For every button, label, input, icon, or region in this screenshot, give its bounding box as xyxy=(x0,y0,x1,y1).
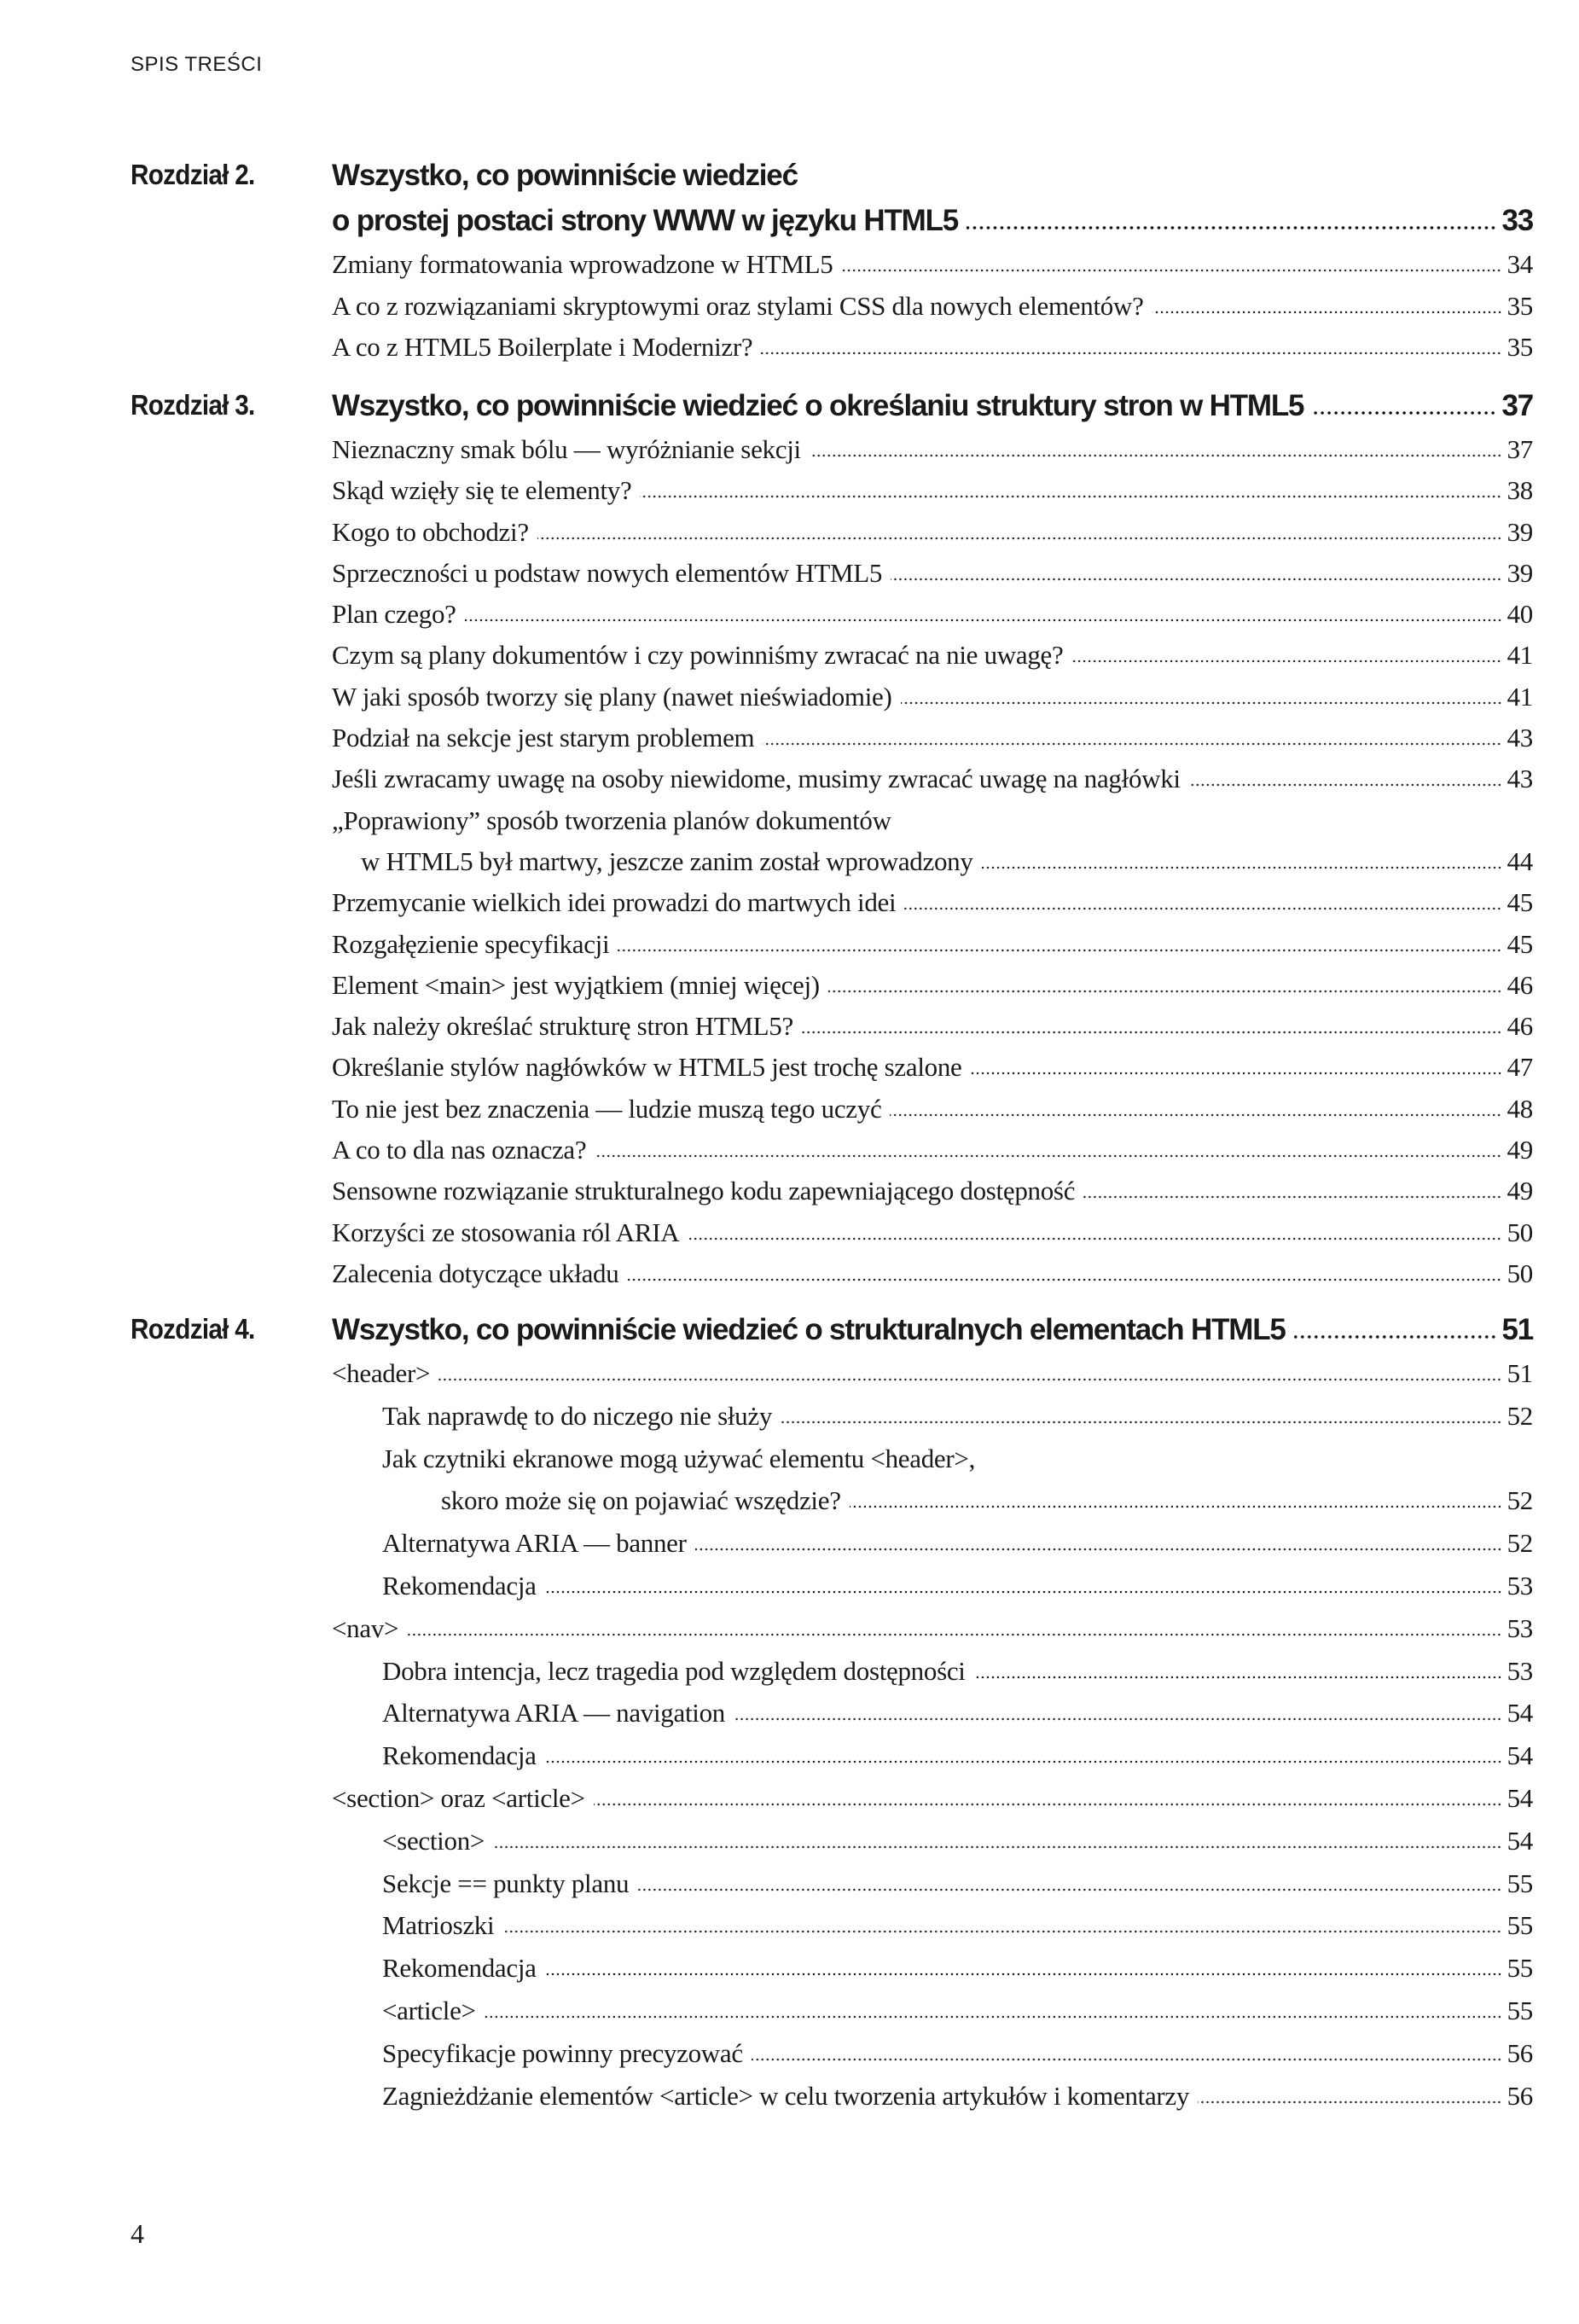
entry-text: Element <main> jest wyjątkiem (mniej więcej) xyxy=(332,969,820,1000)
toc-entry xyxy=(332,1783,1533,1826)
toc-entry xyxy=(332,1258,1533,1299)
toc-entry xyxy=(332,1571,1533,1613)
entry-text: Jeśli zwracamy uwagę na osoby niewidome, musimy zwracać uwagę na nagłówki xyxy=(332,764,1181,794)
dot-leader xyxy=(545,1972,1502,1977)
entry-page-number: 52 xyxy=(1506,1400,1533,1431)
entry-text: Tak naprawdę to do niczego nie służy xyxy=(382,1400,773,1431)
dot-leader xyxy=(1083,1194,1501,1200)
toc-entry xyxy=(332,1052,1533,1093)
dot-leader xyxy=(640,494,1501,499)
toc-entry-continuation xyxy=(332,1485,1533,1528)
entry-text: <section> xyxy=(382,1825,485,1856)
entry-page-number: 43 xyxy=(1506,723,1533,753)
entry-page-number: 43 xyxy=(1506,764,1533,794)
dot-leader xyxy=(763,741,1501,747)
entry-text: Alternatywa ARIA — navigation xyxy=(382,1698,725,1728)
entry-text: Podział na sekcje jest starym problemem xyxy=(332,723,755,753)
toc-entry xyxy=(332,434,1533,475)
toc-entry-continuation xyxy=(332,846,1533,887)
entry-text: Rekomendacja xyxy=(382,1570,537,1601)
chapter-title-text: Wszystko, co powinniście wiedzieć o strukturalnych elementach HTML5 xyxy=(332,1313,1286,1346)
dot-leader xyxy=(637,1887,1501,1892)
entry-page-number: 49 xyxy=(1506,1176,1533,1206)
dot-leader xyxy=(688,1236,1501,1241)
entry-text: Skąd wzięły się te elementy? xyxy=(332,475,632,506)
entry-text: <header> xyxy=(332,1358,431,1388)
chapter-title-text: Wszystko, co powinniście wiedzieć xyxy=(332,159,798,192)
entry-page-number: 56 xyxy=(1506,2080,1533,2111)
chapter-body xyxy=(332,389,1533,1299)
entry-page-number: 38 xyxy=(1506,475,1533,506)
dot-leader xyxy=(1189,782,1502,787)
dot-leader xyxy=(1071,659,1501,664)
dot-leader xyxy=(545,1589,1502,1595)
toc-entry xyxy=(332,640,1533,681)
entry-text: A co to dla nas oznacza? xyxy=(332,1135,587,1165)
entry-page-number: 37 xyxy=(1506,434,1533,464)
toc-entry xyxy=(332,1011,1533,1052)
entry-text: To nie jest bez znaczenia — ludzie muszą tego uczyć xyxy=(332,1093,882,1124)
dot-leader xyxy=(627,1277,1501,1282)
dot-leader xyxy=(982,865,1502,870)
dot-leader xyxy=(761,351,1501,356)
entry-text: w HTML5 był martwy, jeszcze zanim został wprowadzony xyxy=(361,845,973,876)
dot-leader xyxy=(594,1802,1502,1807)
entry-page-number: 50 xyxy=(1506,1217,1533,1247)
entry-page-number: 51 xyxy=(1506,1358,1533,1388)
toc-entry xyxy=(332,723,1533,764)
entry-page-number: 49 xyxy=(1506,1135,1533,1165)
dot-leader xyxy=(1294,1334,1497,1339)
toc-entry xyxy=(332,1953,1533,1996)
entry-text: Rekomendacja xyxy=(382,1740,537,1771)
toc-entry xyxy=(332,887,1533,928)
entry-text: W jaki sposób tworzy się plany (nawet nieświadomie) xyxy=(332,681,892,712)
chapter-body xyxy=(332,1313,1533,2123)
chapter-label: Rozdział 3. xyxy=(131,389,255,421)
dot-leader xyxy=(618,948,1501,953)
entry-page-number: 46 xyxy=(1506,1011,1533,1042)
dot-leader xyxy=(901,700,1502,706)
toc-entry xyxy=(332,1740,1533,1783)
toc-entry xyxy=(332,1698,1533,1740)
toc-entry xyxy=(332,1444,1533,1486)
entry-page-number: 45 xyxy=(1506,887,1533,918)
entry-text: <article> xyxy=(382,1995,476,2025)
entry-text: Rekomendacja xyxy=(382,1953,537,1984)
toc-entry xyxy=(332,1094,1533,1135)
entry-page-number: 54 xyxy=(1506,1825,1533,1856)
toc-entry xyxy=(332,2081,1533,2124)
entry-page-number: 40 xyxy=(1506,599,1533,630)
dot-leader xyxy=(841,268,1501,273)
entry-text: Kogo to obchodzi? xyxy=(332,516,529,547)
toc-entry xyxy=(332,970,1533,1011)
chapter-body xyxy=(332,159,1533,374)
entry-text: A co z HTML5 Boilerplate i Modernizr? xyxy=(332,332,753,362)
entry-text: skoro może się on pojawiać wszędzie? xyxy=(441,1485,841,1516)
entry-page-number: 55 xyxy=(1506,1910,1533,1941)
dot-leader xyxy=(974,1675,1502,1680)
toc-entry xyxy=(332,1528,1533,1571)
entry-page-number: 50 xyxy=(1506,1258,1533,1288)
dot-leader xyxy=(537,536,1502,541)
dot-leader xyxy=(1312,410,1496,415)
running-head: SPIS TREŚCI xyxy=(131,53,263,76)
toc-entry xyxy=(332,1656,1533,1699)
dot-leader xyxy=(890,1113,1501,1118)
entry-page-number: 46 xyxy=(1506,969,1533,1000)
toc-entry xyxy=(332,249,1533,291)
chapter-label: Rozdział 2. xyxy=(131,159,255,190)
dot-leader xyxy=(595,1153,1501,1159)
page-number: 4 xyxy=(131,2218,144,2249)
entry-page-number: 54 xyxy=(1506,1698,1533,1728)
toc-entry xyxy=(332,1613,1533,1656)
entry-text: Jak czytniki ekranowe mogą używać elementu <header>, xyxy=(382,1443,976,1473)
entry-text: Zmiany formatowania wprowadzone w HTML5 xyxy=(332,249,833,279)
toc-entry xyxy=(332,929,1533,970)
toc-entry xyxy=(332,291,1533,333)
entry-page-number: 55 xyxy=(1506,1995,1533,2025)
toc-entry xyxy=(332,805,1533,846)
toc-entry xyxy=(332,517,1533,558)
entry-page-number: 45 xyxy=(1506,928,1533,959)
toc-entry xyxy=(332,1176,1533,1217)
dot-leader xyxy=(485,2014,1502,2019)
entry-text: <section> oraz <article> xyxy=(332,1782,585,1813)
chapter-page-number: 51 xyxy=(1501,1313,1533,1346)
dot-leader xyxy=(695,1547,1502,1552)
entry-text: Jak należy określać strukturę stron HTML5? xyxy=(332,1011,793,1042)
dot-leader xyxy=(904,906,1501,911)
toc-entry xyxy=(332,599,1533,640)
entry-text: Określanie stylów nagłówków w HTML5 jest trochę szalone xyxy=(332,1052,962,1083)
entry-page-number: 47 xyxy=(1506,1052,1533,1083)
toc-entry xyxy=(332,558,1533,599)
dot-leader xyxy=(493,1845,1502,1850)
entry-text: Rozgałęzienie specyfikacji xyxy=(332,928,610,959)
dot-leader xyxy=(438,1377,1501,1382)
entry-text: Sprzeczności u podstaw nowych elementów HTML5 xyxy=(332,557,883,588)
dot-leader xyxy=(502,1929,1501,1934)
chapter-title-text: o prostej postaci strony WWW w języku HTML5 xyxy=(332,204,959,237)
toc-entry xyxy=(332,332,1533,374)
toc-entry xyxy=(332,1217,1533,1258)
entry-text: Nieznaczny smak bólu — wyróżnianie sekcji xyxy=(332,434,801,464)
entry-text: Matrioszki xyxy=(382,1910,495,1941)
chapter-title xyxy=(332,1313,1533,1358)
entry-text: Korzyści ze stosowania ról ARIA xyxy=(332,1217,680,1247)
dot-leader xyxy=(465,618,1502,623)
entry-page-number: 55 xyxy=(1506,1868,1533,1898)
dot-leader xyxy=(971,1071,1502,1076)
entry-page-number: 48 xyxy=(1506,1093,1533,1124)
dot-leader xyxy=(828,989,1502,994)
entry-page-number: 41 xyxy=(1506,681,1533,712)
entry-page-number: 53 xyxy=(1506,1570,1533,1601)
toc-entry xyxy=(332,1910,1533,1953)
entry-page-number: 53 xyxy=(1506,1612,1533,1643)
toc-entry xyxy=(332,764,1533,805)
entry-page-number: 54 xyxy=(1506,1740,1533,1771)
dot-leader xyxy=(545,1759,1502,1764)
chapter-page-number: 37 xyxy=(1501,389,1533,422)
entry-text: Specyfikacje powinny precyzować xyxy=(382,2037,743,2068)
entry-page-number: 55 xyxy=(1506,1953,1533,1984)
entry-text: Sensowne rozwiązanie strukturalnego kodu zapewniającego dostępność xyxy=(332,1176,1076,1206)
chapter-title xyxy=(332,389,1533,434)
entry-page-number: 34 xyxy=(1506,249,1533,279)
dot-leader xyxy=(752,2057,1502,2062)
dot-leader xyxy=(810,453,1502,458)
toc-entry xyxy=(332,1135,1533,1176)
entry-text: <nav> xyxy=(332,1612,399,1643)
entry-text: Przemycanie wielkich idei prowadzi do martwych idei xyxy=(332,887,897,918)
dot-leader xyxy=(802,1030,1502,1035)
entry-text: Alternatywa ARIA — banner xyxy=(382,1528,687,1559)
dot-leader xyxy=(1198,2100,1501,2105)
entry-page-number: 39 xyxy=(1506,516,1533,547)
entry-text: „Poprawiony” sposób tworzenia planów dokumentów xyxy=(332,805,891,835)
toc-entry xyxy=(332,1401,1533,1444)
toc-entry xyxy=(332,2038,1533,2081)
toc-entry xyxy=(332,1358,1533,1401)
entry-text: Plan czego? xyxy=(332,599,456,630)
entry-text: Czym są plany dokumentów i czy powinniśmy zwracać na nie uwagę? xyxy=(332,640,1064,671)
entry-page-number: 44 xyxy=(1506,845,1533,876)
dot-leader xyxy=(850,1504,1502,1509)
entry-text: Zalecenia dotyczące układu xyxy=(332,1258,619,1288)
chapter-title-text: Wszystko, co powinniście wiedzieć o określaniu struktury stron w HTML5 xyxy=(332,389,1304,422)
chapter-title xyxy=(332,159,1533,204)
entry-page-number: 54 xyxy=(1506,1782,1533,1813)
entry-page-number: 35 xyxy=(1506,332,1533,362)
entry-text: Dobra intencja, lecz tragedia pod względem dostępności xyxy=(382,1655,966,1686)
dot-leader xyxy=(407,1632,1501,1637)
toc-entry xyxy=(332,1868,1533,1911)
entry-page-number: 53 xyxy=(1506,1655,1533,1686)
dot-leader xyxy=(891,577,1502,582)
dot-leader xyxy=(1152,310,1502,315)
toc-entry xyxy=(332,1826,1533,1868)
toc-entry xyxy=(332,475,1533,516)
chapter-title xyxy=(332,204,1533,249)
entry-page-number: 52 xyxy=(1506,1485,1533,1516)
dot-leader xyxy=(781,1420,1502,1425)
dot-leader xyxy=(734,1717,1502,1722)
toc-entry xyxy=(332,682,1533,723)
entry-page-number: 52 xyxy=(1506,1528,1533,1559)
entry-page-number: 56 xyxy=(1506,2037,1533,2068)
entry-page-number: 41 xyxy=(1506,640,1533,671)
entry-text: Zagnieżdżanie elementów <article> w celu tworzenia artykułów i komentarzy xyxy=(382,2080,1190,2111)
chapter-page-number: 33 xyxy=(1501,204,1533,237)
entry-text: Sekcje == punkty planu xyxy=(382,1868,630,1898)
entry-page-number: 39 xyxy=(1506,557,1533,588)
toc-entry xyxy=(332,1996,1533,2038)
entry-text: A co z rozwiązaniami skryptowymi oraz stylami CSS dla nowych elementów? xyxy=(332,290,1144,321)
dot-leader xyxy=(967,225,1496,230)
chapter-label: Rozdział 4. xyxy=(131,1313,255,1345)
entry-page-number: 35 xyxy=(1506,290,1533,321)
